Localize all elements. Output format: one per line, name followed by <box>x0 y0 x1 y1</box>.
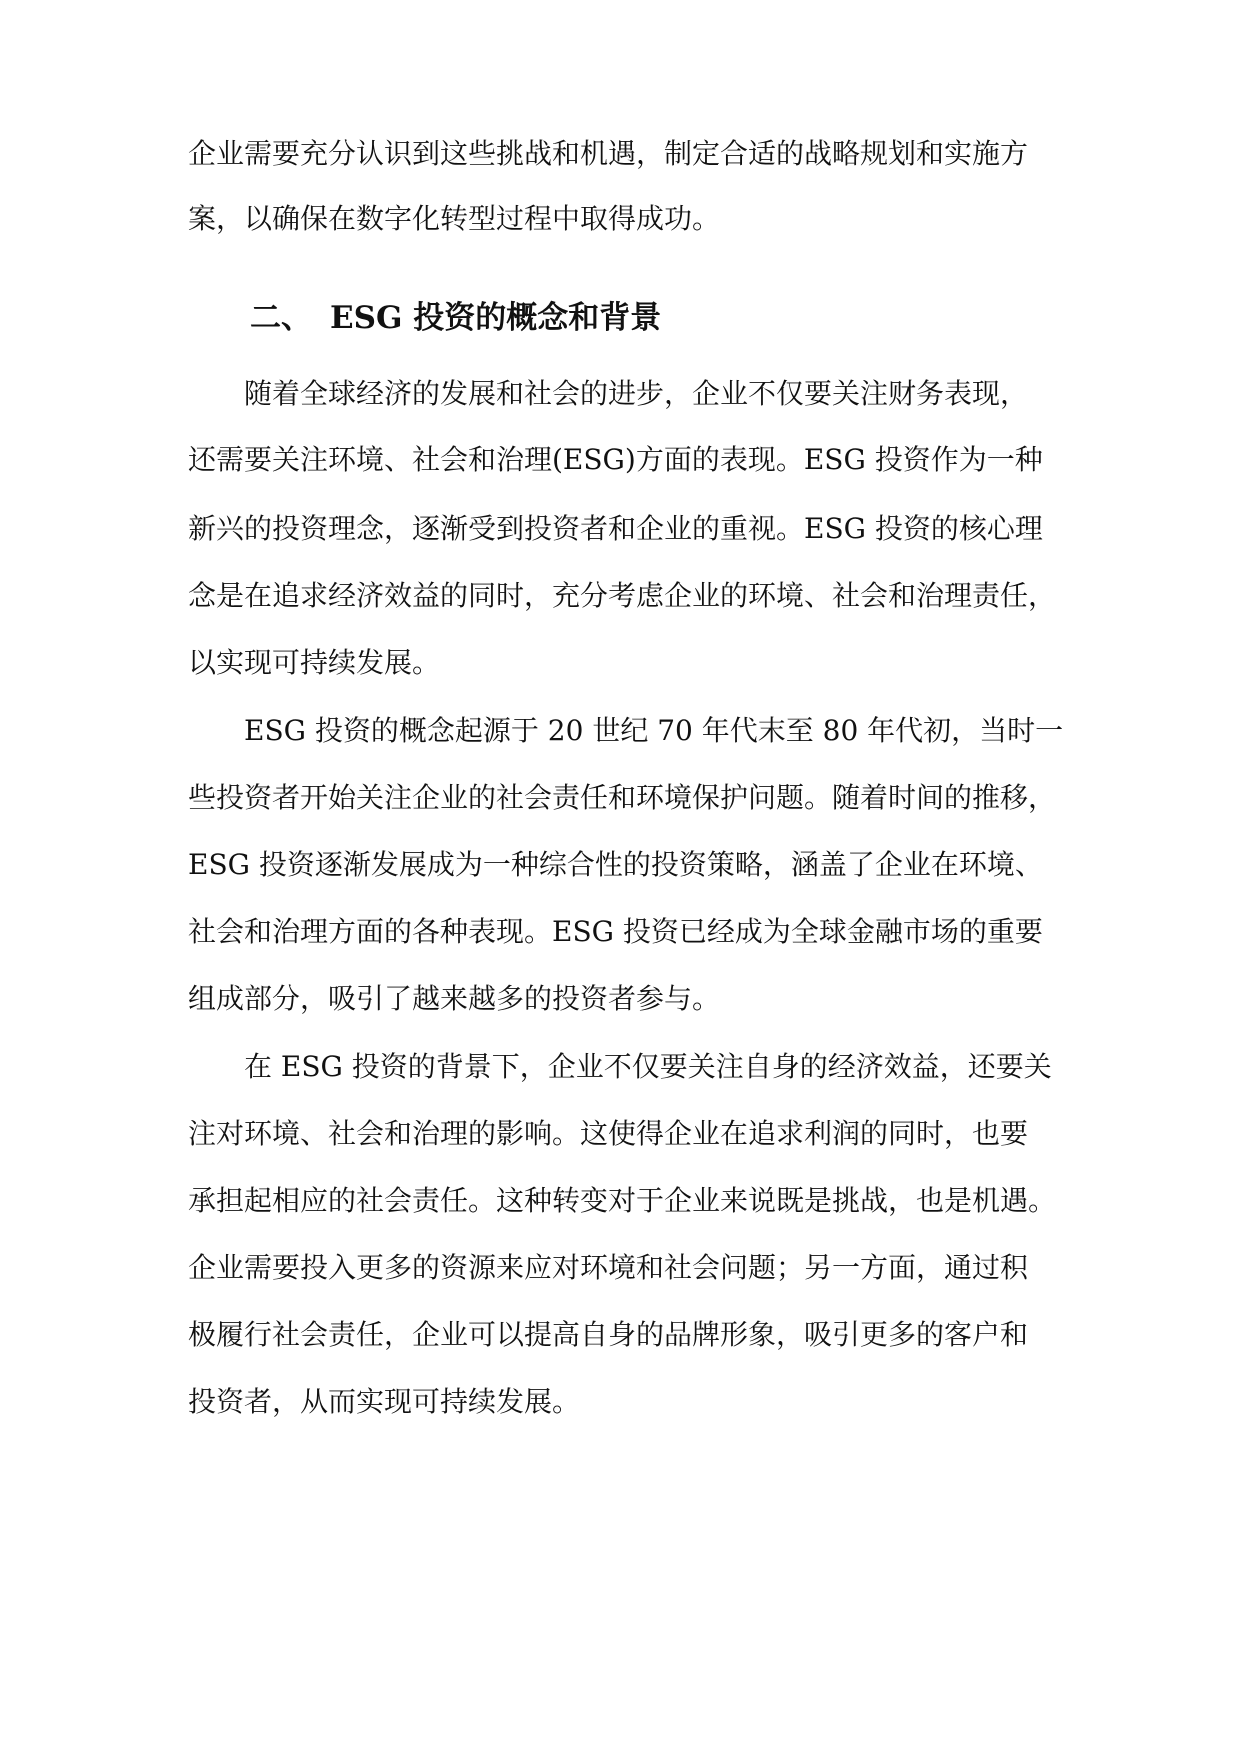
paragraph-line: 企业需要投入更多的资源来应对环境和社会问题；另一方面，通过积 <box>188 1251 1029 1284</box>
paragraph-line: 投资者，从而实现可持续发展。 <box>188 1385 581 1418</box>
paragraph-line: 以实现可持续发展。 <box>188 646 441 679</box>
paragraph-line: 极履行社会责任，企业可以提高自身的品牌形象，吸引更多的客户和 <box>188 1318 1029 1351</box>
section-heading <box>250 296 661 340</box>
paragraph-line: 念是在追求经济效益的同时，充分考虑企业的环境、社会和治理责任， <box>188 579 1057 612</box>
paragraph-line: 承担起相应的社会责任。这种转变对于企业来说既是挑战，也是机遇。 <box>188 1184 1057 1217</box>
paragraph-line: 随着全球经济的发展和社会的进步，企业不仅要关注财务表现， <box>244 377 1029 410</box>
section-title: ESG 投资的概念和背景 <box>330 300 662 336</box>
paragraph-line: ESG 投资逐渐发展成为一种综合性的投资策略，涵盖了企业在环境、 <box>188 848 1043 881</box>
paragraph-line: 企业需要充分认识到这些挑战和机遇，制定合适的战略规划和实施方 <box>188 137 1029 170</box>
paragraph-line: 注对环境、社会和治理的影响。这使得企业在追求利润的同时，也要 <box>188 1117 1029 1150</box>
paragraph-line: 案，以确保在数字化转型过程中取得成功。 <box>188 202 721 235</box>
paragraph-line: 组成部分，吸引了越来越多的投资者参与。 <box>188 982 721 1015</box>
section-number: 二、 <box>250 300 312 336</box>
paragraph-line: 新兴的投资理念，逐渐受到投资者和企业的重视。ESG 投资的核心理 <box>188 512 1043 545</box>
paragraph-line: ESG 投资的概念起源于 20 世纪 70 年代末至 80 年代初，当时一 <box>244 714 1064 747</box>
paragraph-line: 还需要关注环境、社会和治理(ESG)方面的表现。ESG 投资作为一种 <box>188 443 1043 476</box>
paragraph-line: 些投资者开始关注企业的社会责任和环境保护问题。随着时间的推移， <box>188 781 1057 814</box>
paragraph-line: 在 ESG 投资的背景下，企业不仅要关注自身的经济效益，还要关 <box>244 1050 1052 1083</box>
paragraph-line: 社会和治理方面的各种表现。ESG 投资已经成为全球金融市场的重要 <box>188 915 1043 948</box>
